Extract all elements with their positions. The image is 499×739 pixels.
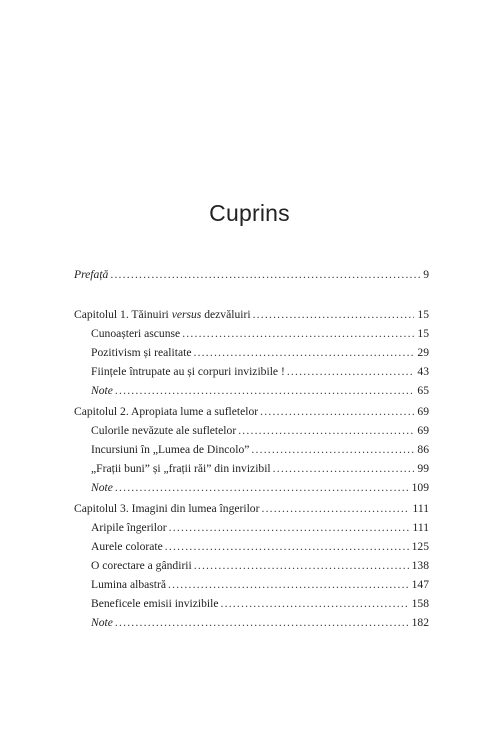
dot-leader <box>221 597 409 611</box>
toc-entry-notes[interactable] <box>91 481 429 495</box>
toc-entry-section[interactable] <box>91 540 429 554</box>
toc-page-number: 109 <box>411 481 429 494</box>
toc-label: Capitolul 2. Apropiata lume a sufletelor <box>74 405 259 418</box>
toc-entry-section[interactable] <box>91 597 429 611</box>
dot-leader <box>261 502 409 516</box>
toc-page-number: 111 <box>412 502 429 515</box>
toc-page-number: 138 <box>411 559 429 572</box>
toc-page-number: 9 <box>423 268 429 281</box>
page-title: Cuprins <box>209 200 290 226</box>
toc-page-number: 125 <box>411 540 429 553</box>
toc-page-number: 182 <box>411 616 429 629</box>
dot-leader <box>273 462 415 476</box>
toc-entry-section[interactable] <box>91 521 429 535</box>
dot-leader <box>115 616 409 630</box>
dot-leader <box>287 365 415 379</box>
dot-leader <box>251 443 414 457</box>
toc-label: Note <box>91 384 113 397</box>
toc-page-number: 15 <box>417 308 429 321</box>
toc-label: Lumina albastră <box>91 578 167 591</box>
dot-leader <box>115 384 415 398</box>
toc-entry-notes[interactable] <box>91 616 429 630</box>
toc-entry-notes[interactable] <box>91 384 429 398</box>
toc-label: Cunoașteri ascunse <box>91 327 181 340</box>
toc-page-number: 29 <box>417 346 429 359</box>
dot-leader <box>168 578 409 592</box>
toc-entry-preface[interactable] <box>74 268 429 282</box>
toc-page-number: 158 <box>411 597 429 610</box>
toc-entry-section[interactable] <box>91 578 429 592</box>
toc-page-number: 43 <box>417 365 429 378</box>
toc-label: Note <box>91 481 113 494</box>
toc-page-number: 15 <box>417 327 429 340</box>
toc-label: Prefață <box>74 268 109 281</box>
toc-label: O corectare a gândirii <box>91 559 192 572</box>
toc-entry-section[interactable] <box>91 365 429 379</box>
toc-entry-section[interactable] <box>91 443 429 457</box>
dot-leader <box>165 540 409 554</box>
toc-entry-section[interactable] <box>91 424 429 438</box>
toc-page-number: 69 <box>417 405 429 418</box>
toc-label: Pozitivism și realitate <box>91 346 192 359</box>
dot-leader <box>253 308 415 322</box>
toc-label: Capitolul 3. Imagini din lumea îngerilor <box>74 502 260 515</box>
toc-entry-section[interactable] <box>91 327 429 341</box>
toc-label-suffix: dezvăluiri <box>201 308 251 321</box>
dot-leader <box>182 327 414 341</box>
toc-label: „Frații buni” și „frații răi” din invizibil <box>91 462 271 475</box>
toc-page-number: 86 <box>417 443 429 456</box>
toc-page-number: 65 <box>417 384 429 397</box>
toc-entry-chapter-3[interactable] <box>74 502 429 516</box>
dot-leader <box>260 405 414 419</box>
toc-page-number: 99 <box>417 462 429 475</box>
toc-label <box>74 308 251 322</box>
toc-label-prefix: Capitolul 1. Tăinuiri <box>74 308 172 321</box>
toc-label: Note <box>91 616 113 629</box>
dot-leader <box>194 559 409 573</box>
toc-page-number: 111 <box>412 521 429 534</box>
toc-label: Ființele întrupate au și corpuri invizibile ! <box>91 365 285 378</box>
dot-leader <box>110 268 420 282</box>
toc-entry-chapter-2[interactable] <box>74 405 429 419</box>
toc-label: Incursiuni în „Lumea de Dincolo” <box>91 443 250 456</box>
dot-leader <box>238 424 414 438</box>
toc-label: Aurele colorate <box>91 540 163 553</box>
toc-label: Culorile nevăzute ale sufletelor <box>91 424 237 437</box>
dot-leader <box>115 481 409 495</box>
dot-leader <box>193 346 414 360</box>
toc-label-italic: versus <box>171 308 202 321</box>
toc-entry-section[interactable] <box>91 559 429 573</box>
toc-label: Aripile îngerilor <box>91 521 167 534</box>
toc-label: Beneficele emisii invizibile <box>91 597 219 610</box>
dot-leader <box>169 521 410 535</box>
toc-page-number: 147 <box>411 578 429 591</box>
toc-page-number: 69 <box>417 424 429 437</box>
toc-entry-chapter-1[interactable] <box>74 308 429 322</box>
toc-entry-section[interactable] <box>91 346 429 360</box>
toc-entry-section[interactable] <box>91 462 429 476</box>
